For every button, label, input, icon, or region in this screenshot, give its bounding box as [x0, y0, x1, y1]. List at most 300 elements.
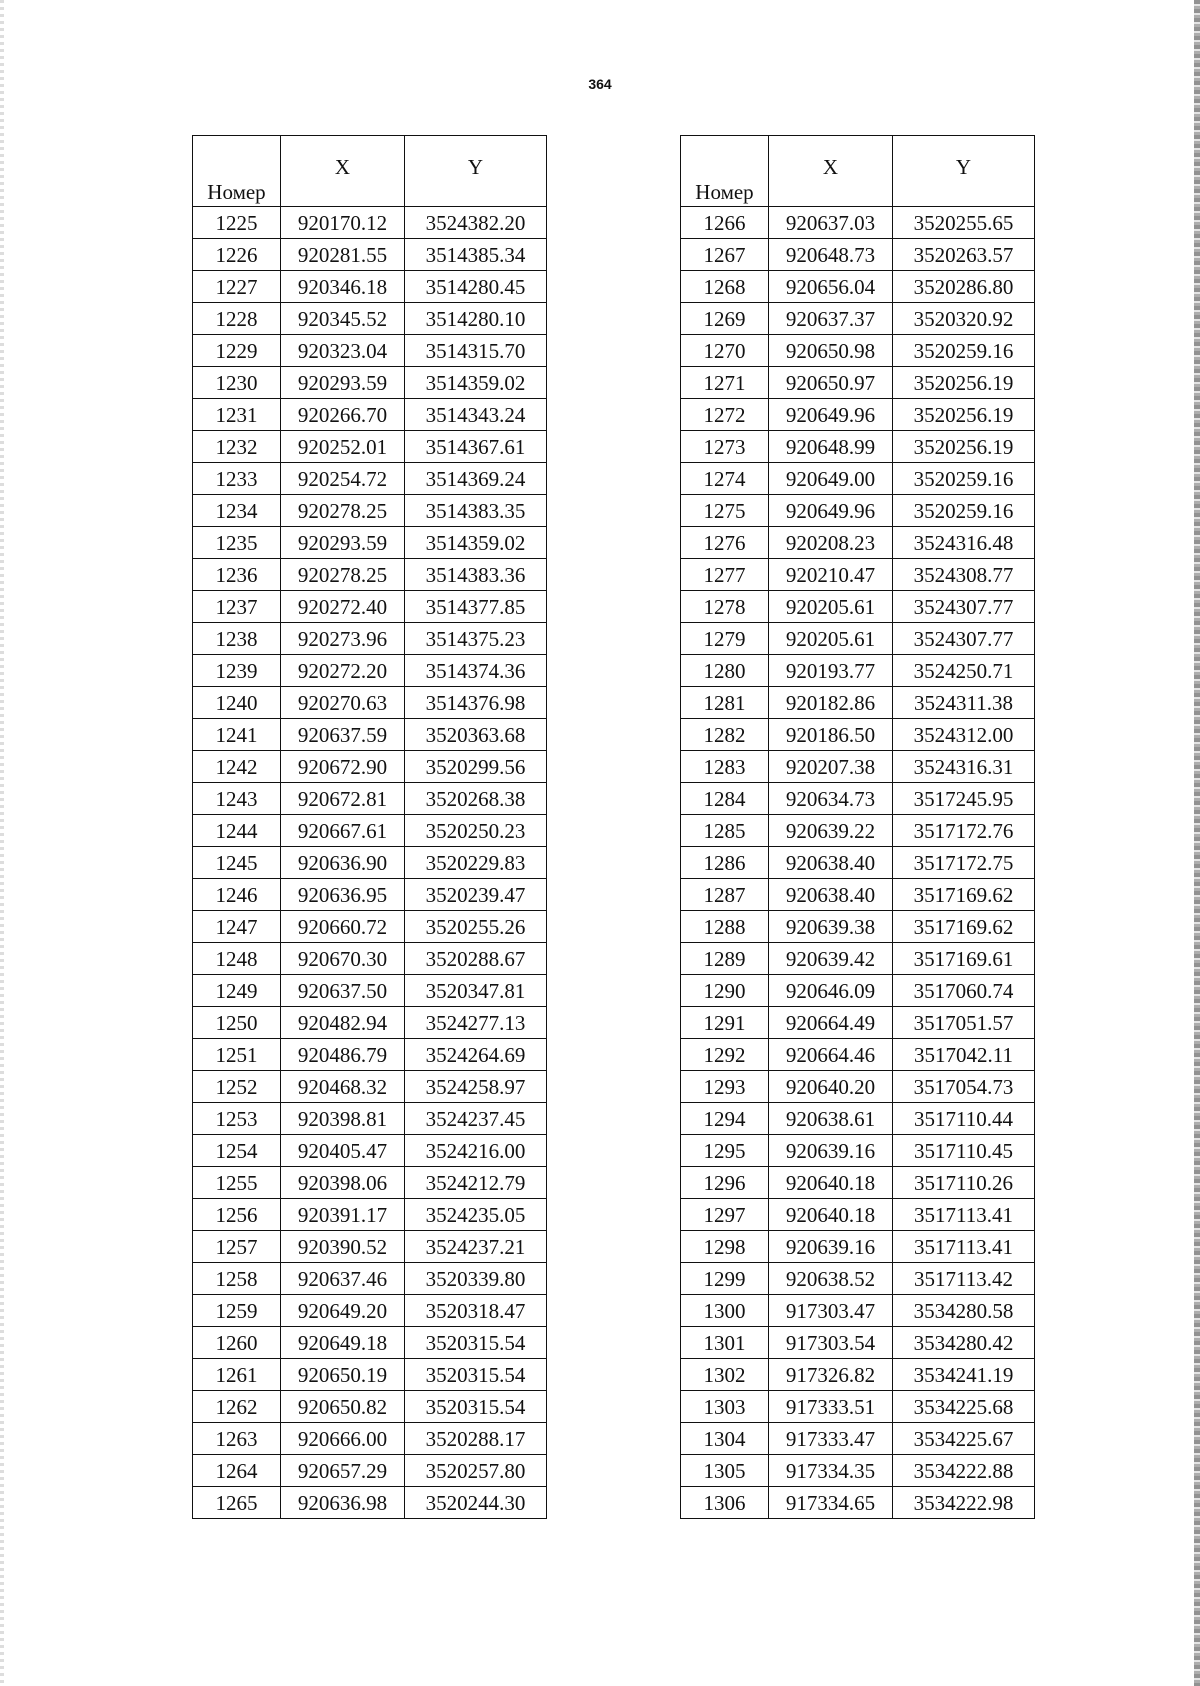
table-row	[193, 911, 547, 943]
cell-y: 3534222.88	[893, 1455, 1035, 1487]
cell-number: 1266	[681, 207, 769, 239]
cell-number: 1245	[193, 847, 281, 879]
cell-y: 3514280.45	[405, 271, 547, 303]
cell-number: 1287	[681, 879, 769, 911]
cell-y: 3517110.45	[893, 1135, 1035, 1167]
cell-number: 1244	[193, 815, 281, 847]
cell-y: 3524307.77	[893, 623, 1035, 655]
table-row	[681, 879, 1035, 911]
table-row	[681, 1327, 1035, 1359]
cell-x: 920273.96	[281, 623, 405, 655]
cell-x: 920205.61	[769, 623, 893, 655]
cell-y: 3520299.56	[405, 751, 547, 783]
cell-number: 1243	[193, 783, 281, 815]
table-row	[681, 1039, 1035, 1071]
table-row	[681, 1103, 1035, 1135]
cell-y: 3520318.47	[405, 1295, 547, 1327]
table-row	[681, 271, 1035, 303]
table-row	[681, 527, 1035, 559]
cell-y: 3524237.45	[405, 1103, 547, 1135]
cell-y: 3514315.70	[405, 335, 547, 367]
cell-number: 1261	[193, 1359, 281, 1391]
cell-number: 1291	[681, 1007, 769, 1039]
table-row	[193, 1039, 547, 1071]
cell-number: 1298	[681, 1231, 769, 1263]
cell-y: 3524312.00	[893, 719, 1035, 751]
cell-y: 3514376.98	[405, 687, 547, 719]
cell-y: 3520229.83	[405, 847, 547, 879]
cell-number: 1279	[681, 623, 769, 655]
table-row	[681, 623, 1035, 655]
table-row	[681, 1487, 1035, 1519]
cell-y: 3514374.36	[405, 655, 547, 687]
table-row	[193, 623, 547, 655]
table-header	[193, 136, 547, 207]
cell-number: 1253	[193, 1103, 281, 1135]
cell-y: 3520315.54	[405, 1359, 547, 1391]
cell-x: 920638.40	[769, 879, 893, 911]
table-row	[193, 655, 547, 687]
cell-x: 920639.42	[769, 943, 893, 975]
cell-number: 1286	[681, 847, 769, 879]
cell-number: 1240	[193, 687, 281, 719]
cell-number: 1225	[193, 207, 281, 239]
table-row	[193, 335, 547, 367]
cell-y: 3520256.19	[893, 399, 1035, 431]
cell-x: 920637.50	[281, 975, 405, 1007]
cell-number: 1274	[681, 463, 769, 495]
table-row	[193, 1199, 547, 1231]
cell-y: 3524216.00	[405, 1135, 547, 1167]
cell-x: 920638.52	[769, 1263, 893, 1295]
cell-y: 3517172.75	[893, 847, 1035, 879]
cell-number: 1267	[681, 239, 769, 271]
cell-number: 1264	[193, 1455, 281, 1487]
cell-y: 3517169.62	[893, 879, 1035, 911]
page-number: 364	[588, 76, 612, 92]
cell-number: 1255	[193, 1167, 281, 1199]
table-row	[681, 1263, 1035, 1295]
cell-x: 920278.25	[281, 495, 405, 527]
table-row	[193, 527, 547, 559]
cell-y: 3524258.97	[405, 1071, 547, 1103]
cell-x: 920405.47	[281, 1135, 405, 1167]
table-row	[193, 1263, 547, 1295]
table-row	[193, 879, 547, 911]
table-row	[193, 1071, 547, 1103]
cell-y: 3517042.11	[893, 1039, 1035, 1071]
cell-y: 3520259.16	[893, 495, 1035, 527]
table-row	[193, 847, 547, 879]
cell-number: 1293	[681, 1071, 769, 1103]
cell-y: 3520259.16	[893, 463, 1035, 495]
cell-y: 3520239.47	[405, 879, 547, 911]
table-row	[193, 1103, 547, 1135]
cell-y: 3514383.35	[405, 495, 547, 527]
cell-x: 920667.61	[281, 815, 405, 847]
cell-y: 3520347.81	[405, 975, 547, 1007]
cell-x: 920637.46	[281, 1263, 405, 1295]
cell-number: 1297	[681, 1199, 769, 1231]
cell-x: 920486.79	[281, 1039, 405, 1071]
table-row	[681, 1423, 1035, 1455]
cell-x: 920648.99	[769, 431, 893, 463]
cell-y: 3524237.21	[405, 1231, 547, 1263]
cell-x: 920670.30	[281, 943, 405, 975]
table-body	[681, 207, 1035, 1519]
table-row	[681, 687, 1035, 719]
cell-number: 1295	[681, 1135, 769, 1167]
cell-x: 920636.95	[281, 879, 405, 911]
cell-x: 920649.20	[281, 1295, 405, 1327]
cell-x: 920186.50	[769, 719, 893, 751]
table-row	[193, 1007, 547, 1039]
header-number: Номер	[681, 136, 769, 207]
cell-x: 920272.20	[281, 655, 405, 687]
table-row	[681, 1455, 1035, 1487]
cell-x: 920640.20	[769, 1071, 893, 1103]
cell-y: 3520255.26	[405, 911, 547, 943]
table-header	[681, 136, 1035, 207]
cell-number: 1229	[193, 335, 281, 367]
table-row	[681, 783, 1035, 815]
table-row	[193, 207, 547, 239]
cell-y: 3520288.67	[405, 943, 547, 975]
cell-y: 3524307.77	[893, 591, 1035, 623]
cell-number: 1277	[681, 559, 769, 591]
cell-y: 3524316.31	[893, 751, 1035, 783]
table-row	[681, 1135, 1035, 1167]
cell-number: 1252	[193, 1071, 281, 1103]
cell-number: 1276	[681, 527, 769, 559]
cell-x: 920649.00	[769, 463, 893, 495]
cell-x: 917326.82	[769, 1359, 893, 1391]
cell-number: 1268	[681, 271, 769, 303]
cell-x: 920272.40	[281, 591, 405, 623]
cell-x: 920254.72	[281, 463, 405, 495]
table-row	[193, 271, 547, 303]
cell-x: 917334.35	[769, 1455, 893, 1487]
cell-y: 3520255.65	[893, 207, 1035, 239]
cell-y: 3514343.24	[405, 399, 547, 431]
cell-number: 1257	[193, 1231, 281, 1263]
cell-y: 3514377.85	[405, 591, 547, 623]
table-row	[681, 335, 1035, 367]
cell-number: 1272	[681, 399, 769, 431]
cell-number: 1246	[193, 879, 281, 911]
cell-y: 3517113.41	[893, 1199, 1035, 1231]
cell-y: 3514375.23	[405, 623, 547, 655]
table-row	[193, 559, 547, 591]
cell-y: 3514359.02	[405, 367, 547, 399]
cell-y: 3520320.92	[893, 303, 1035, 335]
table-row	[681, 1231, 1035, 1263]
cell-y: 3520256.19	[893, 431, 1035, 463]
table-row	[681, 1007, 1035, 1039]
cell-number: 1234	[193, 495, 281, 527]
cell-y: 3520250.23	[405, 815, 547, 847]
cell-x: 917334.65	[769, 1487, 893, 1519]
cell-number: 1302	[681, 1359, 769, 1391]
table-row	[193, 751, 547, 783]
cell-y: 3520256.19	[893, 367, 1035, 399]
cell-x: 920482.94	[281, 1007, 405, 1039]
cell-y: 3517060.74	[893, 975, 1035, 1007]
cell-number: 1306	[681, 1487, 769, 1519]
cell-x: 920660.72	[281, 911, 405, 943]
coordinates-table-right	[680, 135, 1035, 1519]
header-y: Y	[893, 136, 1035, 207]
cell-number: 1231	[193, 399, 281, 431]
header-x: X	[769, 136, 893, 207]
table-row	[193, 1135, 547, 1167]
cell-y: 3517110.26	[893, 1167, 1035, 1199]
table-body	[193, 207, 547, 1519]
cell-y: 3517113.42	[893, 1263, 1035, 1295]
cell-x: 920649.96	[769, 399, 893, 431]
cell-number: 1303	[681, 1391, 769, 1423]
table-row	[681, 559, 1035, 591]
table-row	[193, 1391, 547, 1423]
cell-x: 920398.81	[281, 1103, 405, 1135]
cell-number: 1251	[193, 1039, 281, 1071]
cell-y: 3524264.69	[405, 1039, 547, 1071]
cell-number: 1284	[681, 783, 769, 815]
table-row	[193, 367, 547, 399]
cell-x: 920278.25	[281, 559, 405, 591]
cell-number: 1230	[193, 367, 281, 399]
cell-number: 1247	[193, 911, 281, 943]
table-row	[681, 719, 1035, 751]
cell-y: 3524235.05	[405, 1199, 547, 1231]
table-row	[193, 495, 547, 527]
cell-x: 920270.63	[281, 687, 405, 719]
cell-number: 1259	[193, 1295, 281, 1327]
cell-x: 920640.18	[769, 1167, 893, 1199]
table-row	[193, 1295, 547, 1327]
cell-number: 1235	[193, 527, 281, 559]
cell-x: 920345.52	[281, 303, 405, 335]
table-row	[193, 463, 547, 495]
cell-number: 1285	[681, 815, 769, 847]
cell-y: 3517169.61	[893, 943, 1035, 975]
cell-number: 1256	[193, 1199, 281, 1231]
cell-x: 920281.55	[281, 239, 405, 271]
cell-number: 1281	[681, 687, 769, 719]
cell-number: 1300	[681, 1295, 769, 1327]
cell-y: 3524308.77	[893, 559, 1035, 591]
cell-y: 3534225.67	[893, 1423, 1035, 1455]
cell-number: 1258	[193, 1263, 281, 1295]
table-row	[681, 1199, 1035, 1231]
cell-x: 920650.82	[281, 1391, 405, 1423]
table-row	[681, 303, 1035, 335]
cell-number: 1239	[193, 655, 281, 687]
cell-number: 1289	[681, 943, 769, 975]
cell-y: 3517054.73	[893, 1071, 1035, 1103]
cell-number: 1294	[681, 1103, 769, 1135]
cell-number: 1278	[681, 591, 769, 623]
scan-edge-left	[0, 0, 4, 1686]
cell-number: 1282	[681, 719, 769, 751]
cell-x: 920207.38	[769, 751, 893, 783]
cell-y: 3520339.80	[405, 1263, 547, 1295]
table-row	[193, 975, 547, 1007]
cell-x: 920390.52	[281, 1231, 405, 1263]
cell-number: 1238	[193, 623, 281, 655]
cell-x: 920293.59	[281, 367, 405, 399]
cell-x: 920182.86	[769, 687, 893, 719]
table-row	[681, 591, 1035, 623]
cell-number: 1250	[193, 1007, 281, 1039]
cell-number: 1280	[681, 655, 769, 687]
cell-x: 920323.04	[281, 335, 405, 367]
cell-number: 1241	[193, 719, 281, 751]
header-row	[193, 136, 547, 207]
table-row	[193, 399, 547, 431]
cell-x: 920638.40	[769, 847, 893, 879]
cell-x: 920210.47	[769, 559, 893, 591]
cell-number: 1237	[193, 591, 281, 623]
cell-x: 917333.51	[769, 1391, 893, 1423]
cell-number: 1232	[193, 431, 281, 463]
cell-y: 3514359.02	[405, 527, 547, 559]
cell-y: 3534241.19	[893, 1359, 1035, 1391]
cell-number: 1296	[681, 1167, 769, 1199]
table-row	[681, 1391, 1035, 1423]
table-row	[193, 719, 547, 751]
cell-y: 3517169.62	[893, 911, 1035, 943]
cell-number: 1269	[681, 303, 769, 335]
cell-y: 3534280.42	[893, 1327, 1035, 1359]
cell-x: 920638.61	[769, 1103, 893, 1135]
header-x: X	[281, 136, 405, 207]
cell-number: 1288	[681, 911, 769, 943]
cell-number: 1301	[681, 1327, 769, 1359]
cell-x: 920664.49	[769, 1007, 893, 1039]
cell-number: 1290	[681, 975, 769, 1007]
table-row	[681, 751, 1035, 783]
cell-y: 3520257.80	[405, 1455, 547, 1487]
cell-x: 920639.16	[769, 1135, 893, 1167]
cell-x: 920170.12	[281, 207, 405, 239]
cell-x: 920637.59	[281, 719, 405, 751]
cell-y: 3534280.58	[893, 1295, 1035, 1327]
table-row	[193, 303, 547, 335]
cell-number: 1273	[681, 431, 769, 463]
cell-x: 920639.38	[769, 911, 893, 943]
cell-number: 1260	[193, 1327, 281, 1359]
cell-y: 3524316.48	[893, 527, 1035, 559]
cell-x: 920468.32	[281, 1071, 405, 1103]
cell-y: 3524382.20	[405, 207, 547, 239]
cell-y: 3534222.98	[893, 1487, 1035, 1519]
cell-x: 920636.90	[281, 847, 405, 879]
cell-number: 1233	[193, 463, 281, 495]
cell-number: 1226	[193, 239, 281, 271]
table-row	[681, 1359, 1035, 1391]
cell-y: 3524212.79	[405, 1167, 547, 1199]
table-row	[681, 207, 1035, 239]
cell-x: 920346.18	[281, 271, 405, 303]
table-row	[193, 1455, 547, 1487]
cell-number: 1262	[193, 1391, 281, 1423]
cell-x: 917303.54	[769, 1327, 893, 1359]
table-row	[681, 367, 1035, 399]
table-row	[681, 399, 1035, 431]
table-row	[681, 463, 1035, 495]
cell-number: 1242	[193, 751, 281, 783]
cell-y: 3520288.17	[405, 1423, 547, 1455]
cell-x: 920637.37	[769, 303, 893, 335]
table-row	[193, 1359, 547, 1391]
table-row	[681, 975, 1035, 1007]
cell-y: 3524311.38	[893, 687, 1035, 719]
cell-number: 1299	[681, 1263, 769, 1295]
cell-x: 920664.46	[769, 1039, 893, 1071]
cell-number: 1228	[193, 303, 281, 335]
table-row	[681, 239, 1035, 271]
cell-x: 920649.96	[769, 495, 893, 527]
cell-number: 1270	[681, 335, 769, 367]
cell-x: 920672.90	[281, 751, 405, 783]
cell-y: 3520315.54	[405, 1327, 547, 1359]
cell-number: 1305	[681, 1455, 769, 1487]
cell-x: 920656.04	[769, 271, 893, 303]
cell-x: 917333.47	[769, 1423, 893, 1455]
table-row	[193, 591, 547, 623]
cell-x: 920636.98	[281, 1487, 405, 1519]
table-row	[193, 687, 547, 719]
cell-x: 920205.61	[769, 591, 893, 623]
cell-number: 1271	[681, 367, 769, 399]
cell-x: 920646.09	[769, 975, 893, 1007]
cell-x: 920650.19	[281, 1359, 405, 1391]
cell-number: 1227	[193, 271, 281, 303]
cell-y: 3524277.13	[405, 1007, 547, 1039]
cell-y: 3520244.30	[405, 1487, 547, 1519]
table-row	[193, 783, 547, 815]
table-row	[193, 943, 547, 975]
cell-y: 3520268.38	[405, 783, 547, 815]
table-row	[193, 431, 547, 463]
cell-number: 1283	[681, 751, 769, 783]
table-row	[193, 239, 547, 271]
cell-number: 1254	[193, 1135, 281, 1167]
coordinates-table-left	[192, 135, 547, 1519]
cell-y: 3517113.41	[893, 1231, 1035, 1263]
cell-y: 3514383.36	[405, 559, 547, 591]
cell-y: 3517051.57	[893, 1007, 1035, 1039]
table-row	[193, 1231, 547, 1263]
cell-number: 1248	[193, 943, 281, 975]
cell-y: 3534225.68	[893, 1391, 1035, 1423]
table-row	[681, 847, 1035, 879]
cell-x: 920639.22	[769, 815, 893, 847]
header-row	[681, 136, 1035, 207]
cell-x: 917303.47	[769, 1295, 893, 1327]
cell-x: 920637.03	[769, 207, 893, 239]
cell-y: 3520259.16	[893, 335, 1035, 367]
cell-x: 920649.18	[281, 1327, 405, 1359]
table-row	[193, 1487, 547, 1519]
table-row	[681, 1071, 1035, 1103]
cell-x: 920193.77	[769, 655, 893, 687]
cell-x: 920293.59	[281, 527, 405, 559]
cell-x: 920650.98	[769, 335, 893, 367]
cell-number: 1304	[681, 1423, 769, 1455]
table-row	[681, 911, 1035, 943]
